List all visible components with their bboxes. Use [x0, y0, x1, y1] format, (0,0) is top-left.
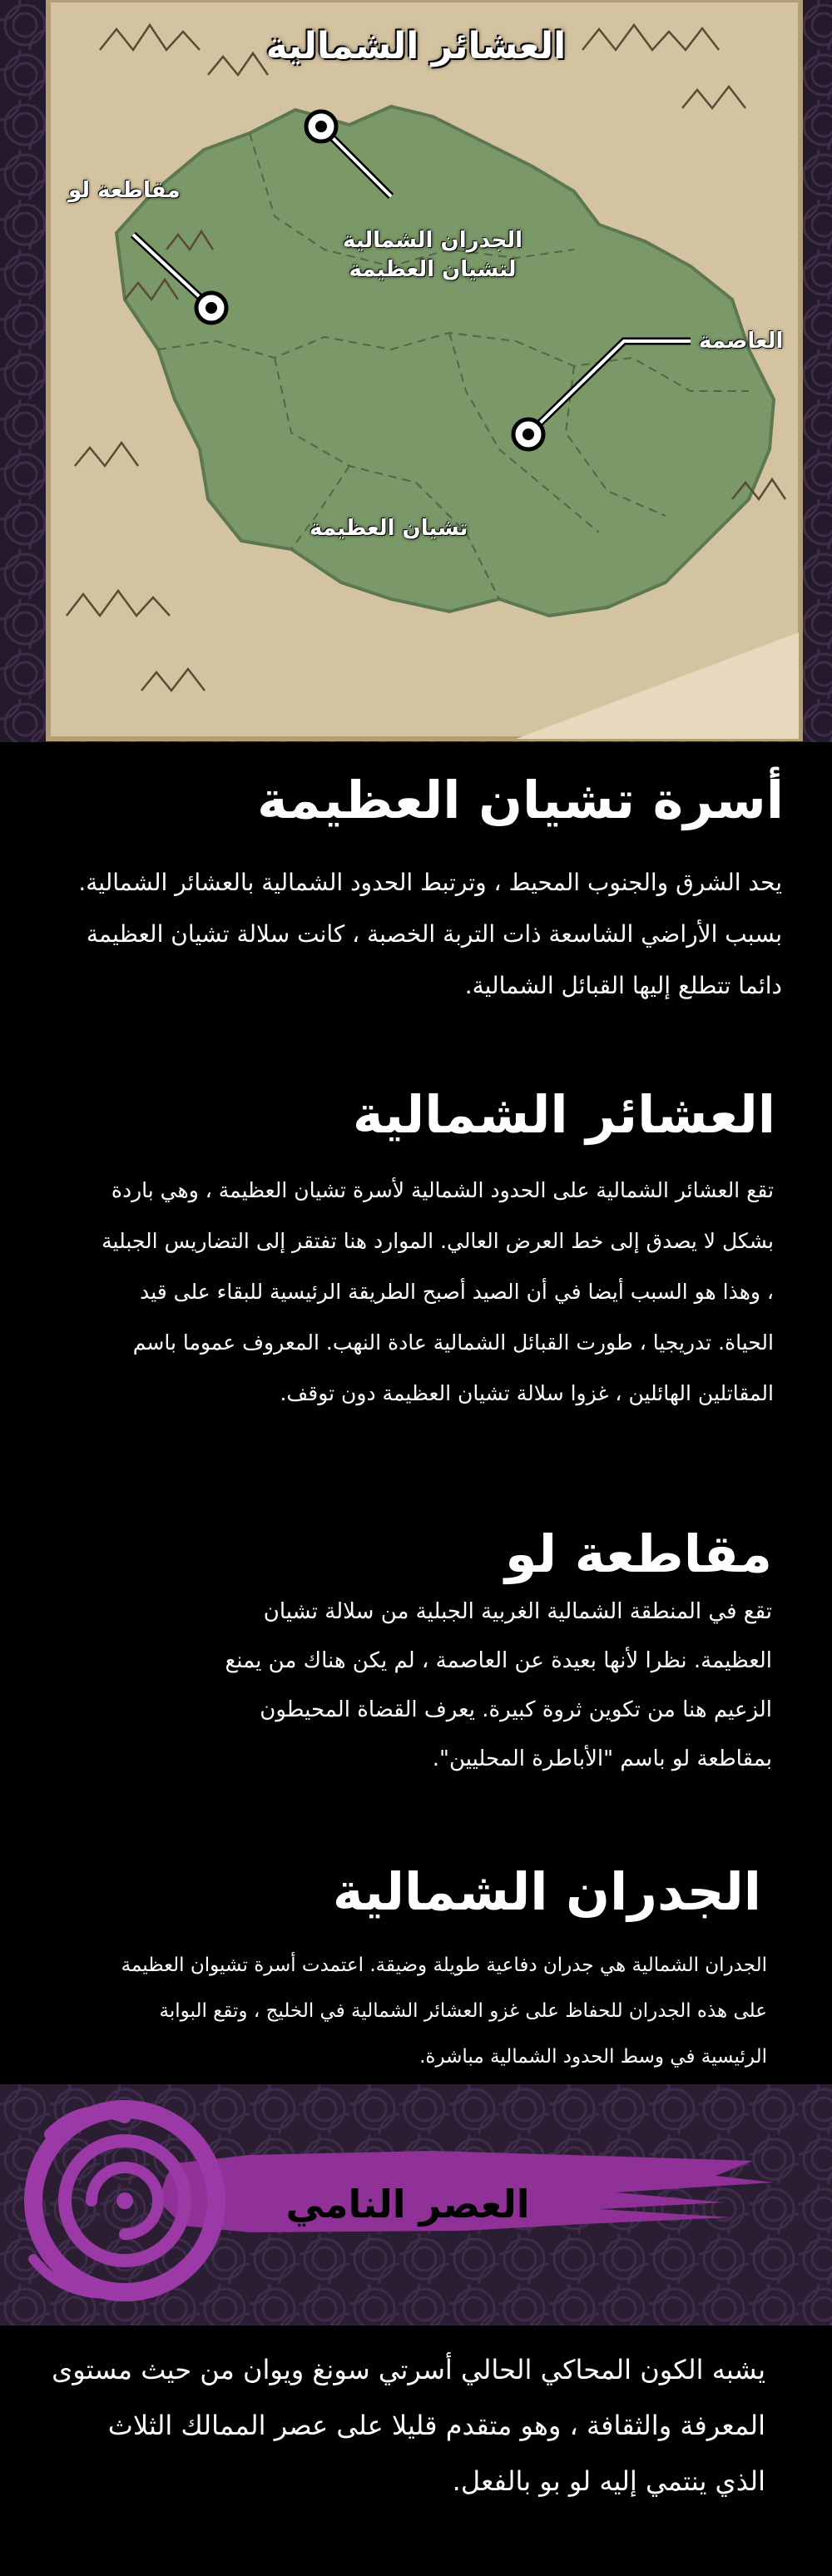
- map-graphic: [0, 0, 832, 742]
- section-text-walls: الجدران الشمالية هي جدران دفاعية طويلة وضيقة. اعتمدت أسرة تشيوان العظيمة على هذه الجدران للحفاظ على غزو العشائر الشمالية في الخليج ، وتقع البوابة الرئيسية في وسط الحدود الشمالية مباشرة.: [121, 1954, 767, 2068]
- section-heading-clans: العشائر الشمالية: [353, 1084, 775, 1145]
- map-label-qian: تشيان العظيمة: [310, 516, 468, 541]
- section-heading-walls: الجدران الشمالية: [332, 1861, 761, 1922]
- era-title: العصر النامي: [285, 2182, 530, 2227]
- section-text-clans: تقع العشائر الشمالية على الحدود الشمالية لأسرة تشيان العظيمة ، وهي باردة بشكل لا يصدق إلى خط العرض العالي. الموارد هنا تفتقر إلى التضاريس الجبلية ، وهذا هو السبب أيضا في أن الصيد أصبح الطريقة الرئيسية للبقاء على قيد الحياة. تدريجيا ، طورت القبائل الشمالية عادة النهب. المعروف عموما باسم المقاتلين الهائلين ، غزوا سلالة تشيان العظيمة دون توقف.: [102, 1178, 774, 1405]
- section-heading-lu: مقاطعة لو: [504, 1523, 772, 1584]
- map-label-lu: مقاطعة لو: [68, 178, 181, 203]
- map-title: العشائر الشمالية: [265, 25, 567, 67]
- map-illustration: [0, 0, 832, 742]
- map-label-capital: العاصمة: [699, 329, 784, 354]
- map-label-walls-line2: لتشيان العظيمة: [349, 257, 517, 283]
- section-text-qian: يحد الشرق والجنوب المحيط ، وترتبط الحدود الشمالية بالعشائر الشمالية. بسبب الأراضي الشاسعة ذات التربة الخصبة ، كانت سلالة تشيان العظيمة دائما تتطلع إليها القبائل الشمالية.: [78, 869, 782, 999]
- section-text-lu: تقع في المنطقة الشمالية الغربية الجبلية من سلالة تشيان العظيمة. نظرا لأنها بعيدة عن العاصمة ، لم يكن هناك من يمنع الزعيم هنا من تكوين ثروة كبيرة. يعرف القضاة المحيطون بمقاطعة لو باسم "الأباطرة المحليين".: [225, 1599, 772, 1771]
- section-heading-qian: أسرة تشيان العظيمة: [257, 770, 784, 830]
- map-label-walls-line1: الجدران الشمالية: [342, 228, 523, 253]
- era-text: يشبه الكون المحاكي الحالي أسرتي سونغ ويوان من حيث مستوى المعرفة والثقافة ، وهو متقدم قليلا على عصر الممالك الثلاث الذي ينتمي إليه لو بو بالفعل.: [52, 2354, 765, 2497]
- map-label-walls: [329, 226, 537, 285]
